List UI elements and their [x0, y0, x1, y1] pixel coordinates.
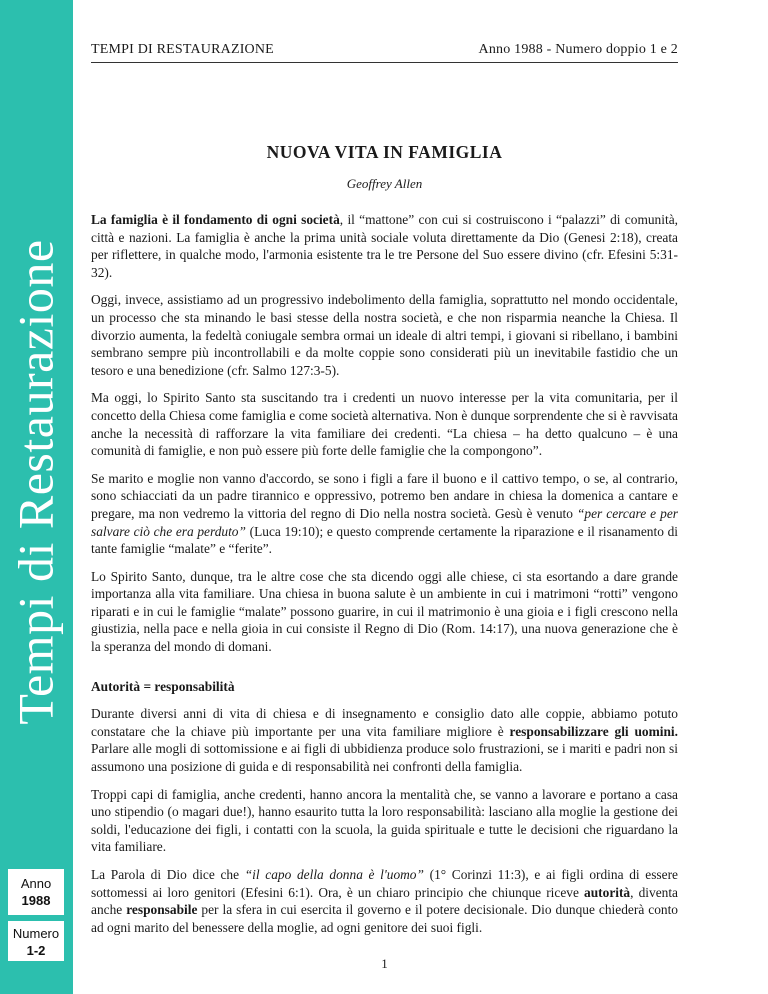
- p8-a: La Parola di Dio dice che: [91, 867, 245, 882]
- paragraph-7: Troppi capi di famiglia, anche credenti, hanno ancora la mentalità che, se vanno a lavorare e portano a casa uno stipendio (o magari due!), hanno esaurito tutta la loro responsabilità: lasciano alla moglie la gestione dei soldi, l'educazione dei figli, i contatti con la scuola, la guida spirituale e tutte le decisioni che riguardano la vita familiare.: [91, 786, 678, 855]
- sidebar: [0, 0, 73, 994]
- header-issue: Anno 1988 - Numero doppio 1 e 2: [478, 42, 678, 57]
- paragraph-5: Lo Spirito Santo, dunque, tra le altre cose che sta dicendo oggi alle chiese, ci sta esortando a dare grande importanza alla vita familiare. Una chiesa in buona salute è un ambiente in cui i matrimoni “rotti” vengono riparati e in cui le famiglie “malate” possono guarire, in cui il matrimonio è una gioia e i figli crescono nella giustizia, nella pace e nella gioia in cui consiste il Regno di Dio (Rom. 14:17), una nuova generazione che è la speranza del mondo di domani.: [91, 568, 678, 655]
- paragraph-1: [91, 211, 678, 281]
- p6-bold: responsabilizzare gli uomini.: [509, 723, 678, 739]
- page-number: 1: [381, 956, 388, 971]
- p8-d: per la sfera in cui esercita il governo e il potere decisionale. Dio dunque chiederà conto ad ogni marito del benessere della moglie, ad ogni genitore dei suoi figli.: [91, 902, 678, 935]
- issue-box: [8, 921, 64, 961]
- p4-quote: “per cercare e per salvare ciò che era perduto”: [91, 505, 678, 539]
- p1-rest: , il “mattone” con cui si costruiscono i “palazzi” di comunità, città e nazioni. La famiglia è anche la prima unità sociale voluta direttamente da Dio (Genesi 2:18), creata per riflettere, in qualche modo, l'armonia esistente tra le tre Persone del Suo essere divino (cfr. Efesini 5:31-32).: [91, 212, 678, 280]
- header-publication: TEMPI DI RESTAURAZIONE: [91, 42, 274, 57]
- p8-bold-authority: autorità: [584, 884, 631, 900]
- year-value: 1988: [21, 893, 51, 908]
- section-heading: Autorità = responsabilità: [91, 678, 235, 694]
- paragraph-6: [91, 705, 678, 775]
- p8-c: , diventa anche: [91, 884, 678, 918]
- year-box: [8, 869, 64, 915]
- p6-a: Durante diversi anni di vita di chiesa e di insegnamento e consiglio dato alle coppie, abbiamo potuto constatare che la chiave più importante per una vita familiare migliore è: [91, 706, 678, 739]
- paragraph-2: Oggi, invece, assistiamo ad un progressivo indebolimento della famiglia, soprattutto nel mondo occidentale, un processo che sta minando le basi stesse della nostra società, e che non risparmia neanche la Chiesa. Il divorzio aumenta, la fedeltà coniugale sembra ormai un ideale di altri tempi, i giovani si ribellano, i bambini sembrano sempre più incontrollabili e da molte coppie sono considerati più un inevitabile fastidio che un tesoro e una benedizione (cfr. Salmo 127:3-5).: [91, 292, 678, 378]
- issue-label: Numero: [12, 926, 60, 941]
- article-author: Geoffrey Allen: [346, 176, 423, 191]
- sidebar-vertical-title: [6, 122, 66, 842]
- article-title: NUOVA VITA IN FAMIGLIA: [266, 142, 503, 162]
- p1-bold: La famiglia è il fondamento di ogni società: [91, 212, 340, 227]
- article-body: [91, 211, 678, 946]
- p4-a: Se marito e moglie non vanno d'accordo, se sono i figli a fare il buono e il cattivo tempo, o se, al contrario, sono schiacciati da un padre tirannico e oppressivo, potremo ben andare in chiesa la domenica a cantare e pregare, ma non vedremo la vittoria del regno di Dio nella nostra società. Gesù è venuto: [91, 470, 678, 521]
- p8-bold-responsible: responsabile: [126, 902, 198, 918]
- year-label: Anno: [20, 876, 52, 891]
- paragraph-8: [91, 866, 678, 936]
- paragraph-4: [91, 470, 678, 558]
- p8-quote: “il capo della donna è l'uomo”: [244, 867, 424, 882]
- p6-b: Parlare alle mogli di sottomissione e ai figli di ubbidienza produce solo frustrazioni, se i mariti e padri non si assumono una posizione di guida e di responsabilità nei confronti della famiglia.: [91, 741, 678, 775]
- issue-value: 1-2: [26, 943, 46, 958]
- p4-b: (Luca 19:10); e questo comprende certamente la riparazione e il risanamento di tante famiglie “malate” e “ferite”.: [91, 523, 678, 557]
- running-header: [91, 40, 678, 63]
- sidebar-title-text: Tempi di Restaurazione: [8, 239, 64, 725]
- p8-b: (1° Corinzi 11:3), e ai figli ordina di essere sottomessi ai loro genitori (Efesini 6:1). Ora, è un chiaro principio che chiunque riceve: [91, 867, 678, 900]
- paragraph-3: Ma oggi, lo Spirito Santo sta suscitando tra i credenti un nuovo interesse per la vita comunitaria, per il concetto della Chiesa come famiglia e come società alternativa. Non è dunque sorprendente che si è ravvisata anche la necessità di rafforzare la vita familiare dei credenti. “La chiesa – ha detto qualcuno – è una comunità di famiglie, e non può essere più forte delle famiglie che la compongono”.: [91, 390, 678, 459]
